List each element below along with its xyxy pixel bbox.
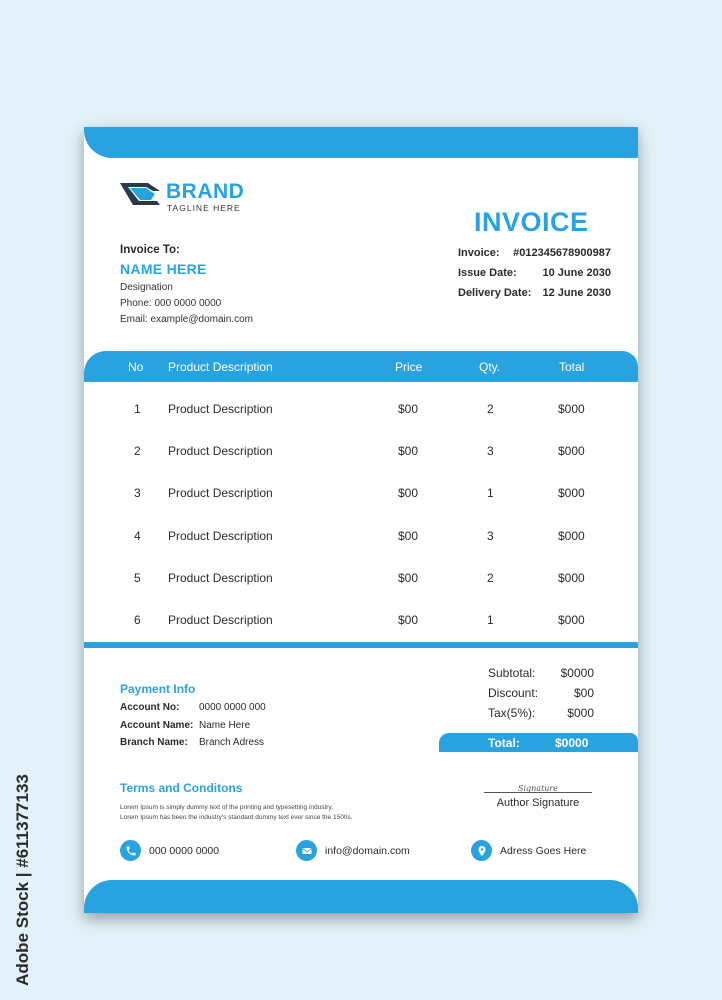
- row-qty: 3: [487, 444, 494, 458]
- row-qty: 1: [487, 486, 494, 500]
- table-row: [84, 430, 638, 472]
- row-description: Product Description: [168, 486, 273, 500]
- row-description: Product Description: [168, 613, 273, 627]
- terms-title: Terms and Conditons: [120, 781, 243, 795]
- signature-block: [484, 778, 592, 809]
- table-row: [84, 388, 638, 430]
- tax-label: Tax(5%):: [488, 706, 536, 720]
- invoice-number-label: Invoice:: [458, 247, 500, 259]
- account-no-row: [120, 702, 266, 720]
- payment-info: [120, 682, 266, 755]
- invoice-page: [84, 127, 638, 913]
- row-price: $00: [398, 402, 419, 416]
- branch-name: Branch Adress: [199, 737, 265, 748]
- table-row: [84, 599, 638, 641]
- account-no-label: Account No:: [120, 702, 180, 713]
- header-total: Total: [559, 360, 585, 374]
- client-email: Email: example@domain.com: [120, 314, 253, 325]
- row-description: Product Description: [168, 402, 273, 416]
- discount-row: [488, 686, 594, 706]
- branch-label: Branch Name:: [120, 737, 188, 748]
- row-total: $000: [558, 571, 585, 585]
- table-header: [84, 351, 638, 382]
- row-price: $00: [398, 486, 419, 500]
- signature-scribble: Signature: [517, 784, 558, 793]
- row-price: $00: [398, 613, 419, 627]
- brand-tagline: TAGLINE HERE: [167, 203, 241, 213]
- phone-text: 000 0000 0000: [149, 845, 220, 857]
- terms-text: [120, 803, 410, 822]
- table-row: [84, 557, 638, 599]
- row-qty: 2: [487, 571, 494, 585]
- location-pin-icon: [471, 840, 492, 861]
- tax-row: [488, 706, 594, 726]
- table-row: [84, 472, 638, 514]
- row-total: $000: [558, 486, 585, 500]
- row-price: $00: [398, 444, 419, 458]
- payment-title: Payment Info: [120, 682, 196, 696]
- client-designation: Designation: [120, 282, 173, 293]
- header-qty: Qty.: [479, 360, 501, 374]
- row-price: $00: [398, 529, 419, 543]
- row-no: 4: [134, 529, 141, 543]
- row-description: Product Description: [168, 571, 273, 585]
- delivery-date-label: Delivery Date:: [458, 287, 532, 299]
- account-name-label: Account Name:: [120, 719, 194, 731]
- row-no: 1: [134, 402, 141, 416]
- terms-line-1: Lorem Ipsum is simply dummy text of the printing and typesetting industry.: [120, 804, 334, 811]
- row-no: 2: [134, 444, 141, 458]
- account-no: 0000 0000 000: [199, 702, 266, 713]
- header-band: [84, 127, 638, 158]
- account-name: Name Here: [199, 719, 251, 731]
- envelope-icon: [296, 840, 317, 861]
- header-description: Product Description: [168, 360, 273, 374]
- subtotal-row: [488, 666, 594, 686]
- tax-value: $000: [567, 706, 594, 720]
- stock-id-text: Adobe Stock | #611377133: [13, 773, 32, 986]
- invoice-number: #012345678900987: [513, 247, 611, 259]
- issue-date-label: Issue Date:: [458, 267, 517, 279]
- row-no: 6: [134, 613, 141, 627]
- stock-watermark: [12, 772, 34, 987]
- delivery-date: 12 June 2030: [542, 287, 611, 299]
- row-total: $000: [558, 444, 585, 458]
- phone-icon: [120, 840, 141, 861]
- subtotal-label: Subtotal:: [488, 666, 536, 680]
- account-name-row: [120, 719, 251, 738]
- header-no: No: [128, 360, 144, 374]
- brand-logo: [120, 183, 160, 205]
- invoice-title: INVOICE: [474, 207, 589, 237]
- terms-block: [120, 781, 410, 822]
- client-name: NAME HERE: [120, 261, 207, 277]
- row-total: $000: [558, 529, 585, 543]
- row-no: 5: [134, 571, 141, 585]
- issue-date: 10 June 2030: [542, 267, 611, 279]
- footer-band: [84, 880, 638, 913]
- address-text: Adress Goes Here: [500, 845, 587, 857]
- discount-label: Discount:: [488, 686, 539, 700]
- row-qty: 3: [487, 529, 494, 543]
- subtotal-value: $0000: [560, 666, 594, 680]
- email-text: info@domain.com: [325, 845, 410, 857]
- bill-to-block: [120, 244, 253, 325]
- row-no: 3: [134, 486, 141, 500]
- row-total: $000: [558, 402, 585, 416]
- brand-name: BRAND: [166, 180, 245, 203]
- table-row: [84, 515, 638, 557]
- row-description: Product Description: [168, 529, 273, 543]
- signature-label: Author Signature: [496, 797, 580, 809]
- client-phone: Phone: 000 0000 0000: [120, 298, 222, 309]
- total-label: Total:: [488, 736, 520, 750]
- totals-summary: [488, 666, 594, 726]
- branch-row: [120, 737, 265, 755]
- row-price: $00: [398, 571, 419, 585]
- grand-total-bar: [439, 733, 638, 752]
- discount-value: $00: [573, 686, 594, 700]
- terms-line-2: Lorem Ipsum has been the industry's standard dummy text ever since the 1500s.: [120, 813, 353, 821]
- bill-to-label: Invoice To:: [120, 244, 180, 256]
- header-price: Price: [395, 360, 423, 374]
- table-divider: [84, 642, 638, 648]
- row-qty: 1: [487, 613, 494, 627]
- row-qty: 2: [487, 402, 494, 416]
- row-total: $000: [558, 613, 585, 627]
- total-value: $0000: [555, 736, 589, 750]
- row-description: Product Description: [168, 444, 273, 458]
